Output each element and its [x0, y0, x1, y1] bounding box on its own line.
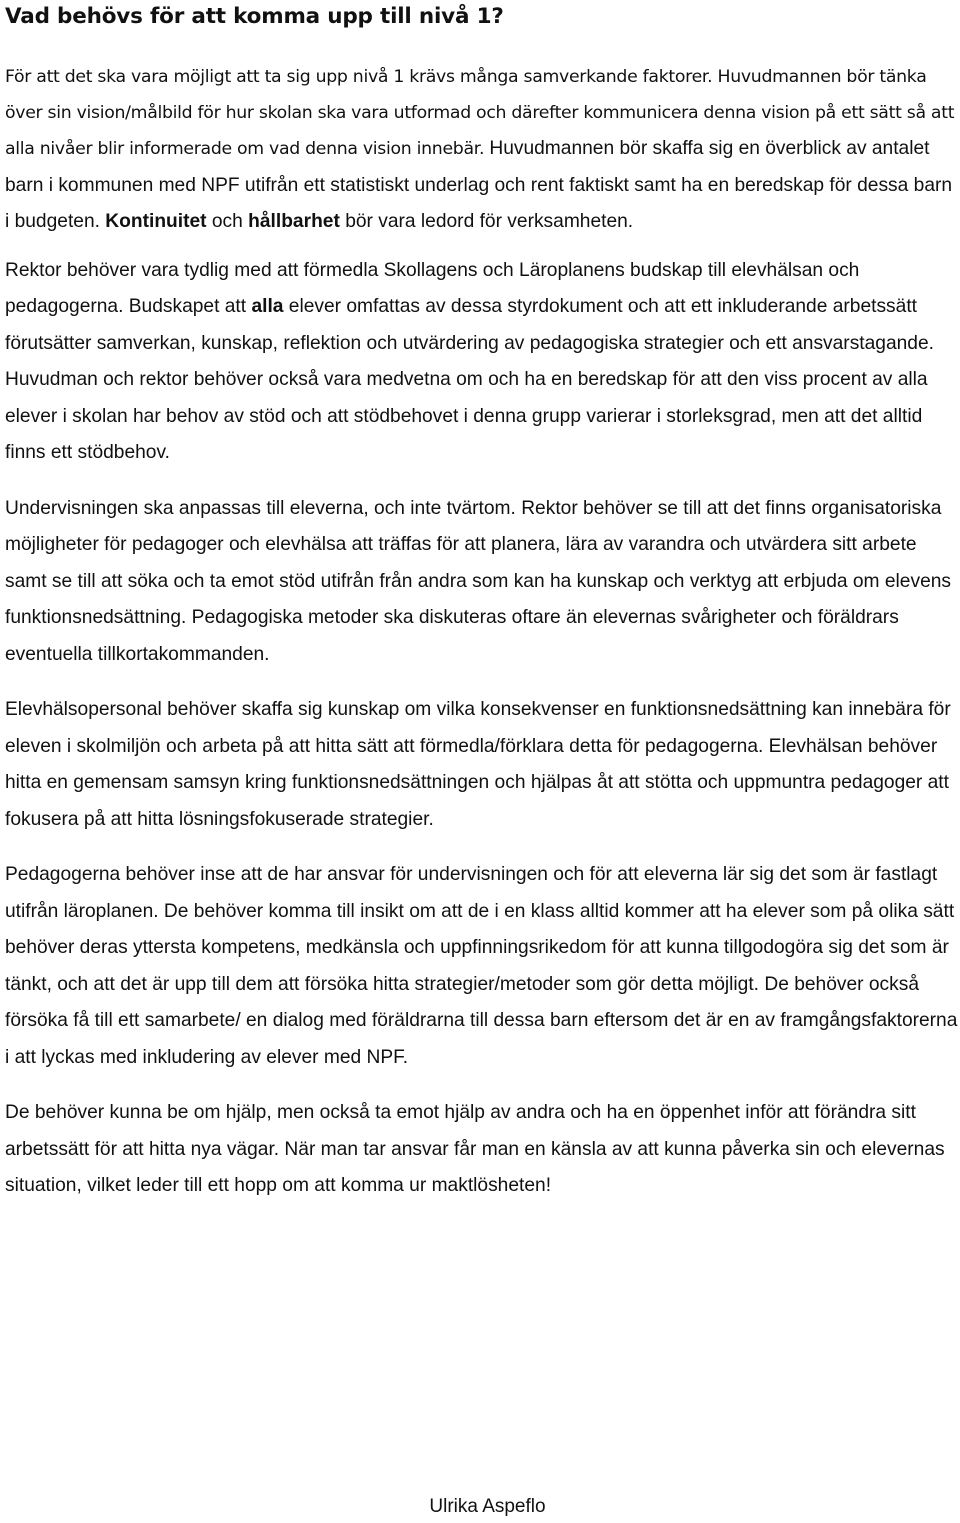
paragraph-3 — [5, 491, 960, 674]
paragraph-1 — [5, 60, 960, 241]
text-run: och — [206, 211, 249, 232]
text-run: De behöver kunna be om hjälp, men också ta emot hjälp av andra och ha en öppenhet inför att förändra sitt arbetssätt för att hitta nya vägar. När man tar ansvar får man en känsla av att kunna påverka sin och elevernas situation, vilket leder till ett hopp om att komma ur maktlösheten! — [5, 1102, 945, 1196]
paragraph-5 — [5, 857, 960, 1076]
text-run: Elevhälsopersonal behöver skaffa sig kunskap om vilka konsekvenser en funktionsnedsättning kan innebära för eleven i skolmiljön och arbeta på att hitta sätt att förmedla/förklara detta för pedagogerna. Elevhälsan behöver hitta en gemensam samsyn kring funktionsnedsättningen och hjälpas åt att stötta och uppmuntra pedagoger att fokusera på att hitta lösningsfokuserade strategier. — [5, 699, 951, 830]
document-page — [5, 0, 960, 1205]
text-run: bör vara ledord för verksamheten. — [339, 211, 634, 232]
text-run: Pedagogerna behöver inse att de har ansvar för undervisningen och för att eleverna lär sig det som är fastlagt utifrån läroplanen. De behöver komma till insikt om att de i en klass alltid kommer att ha elever som på olika sätt behöver deras yttersta kompetens, medkänsla och uppfinningsrikedom för att kunna tillgodogöra sig det som är tänkt, och att det är upp till dem att försöka hitta strategier/metoder som gör detta möjligt. De behöver också försöka få till ett samarbete/ en dialog med föräldrarna till dessa barn eftersom det är en av framgångsfaktorerna i att lyckas med inkludering av elever med NPF. — [5, 864, 958, 1068]
author-signature: Ulrika Aspeflo — [429, 1496, 546, 1517]
paragraph-6 — [5, 1095, 960, 1205]
bold-text-run: alla — [251, 296, 284, 317]
text-run: Huvudmannen bör skaffa sig en överblick av antalet barn i kommunen med NPF utifrån ett statistiskt underlag och rent faktiskt samt ha en beredskap för dessa barn i budgeten. — [5, 138, 953, 232]
text-run: Undervisningen ska anpassas till eleverna, och inte tvärtom. Rektor behöver se till att det finns organisatoriska möjligheter för pedagoger och elevhälsa att träffas för att planera, lära av varandra och utvärdera sitt arbete samt se till att söka och ta emot stöd utifrån från andra som kan ha kunskap och verktyg att erbjuda om elevens funktionsnedsättning. Pedagogiska metoder ska diskuteras oftare än elevernas svårigheter och föräldrars eventuella tillkortakommanden. — [5, 497, 952, 665]
document-title: Vad behövs för att komma upp till nivå 1? — [5, 4, 504, 29]
bold-text-run: hållbarhet — [248, 211, 340, 232]
paragraph-2 — [5, 253, 960, 472]
text-run: För att det ska vara möjligt att ta sig upp nivå 1 krävs många samverkande faktorer. Huvudmannen bör tänka över sin vision/målbild för hur skolan ska vara utformad och därefter kommunicera denna vision på ett sätt så att alla nivåer blir informerade om vad denna vision innebär. — [5, 67, 955, 159]
bold-text-run: Kontinuitet — [105, 211, 207, 232]
text-run: elever omfattas av dessa styrdokument och att ett inkluderande arbetssätt förutsätter samverkan, kunskap, reflektion och utvärdering av pedagogiska strategier och ett ansvarstagande. Huvudman och rektor behöver också vara medvetna om och ha en beredskap för att den viss procent av alla elever i skolan har behov av stöd och att stödbehovet i denna grupp varierar i storleksgrad, men att det alltid finns ett stödbehov. — [5, 296, 934, 463]
text-run: Rektor behöver vara tydlig med att förmedla Skollagens och Läroplanens budskap till elevhälsan och pedagogerna. Budskapet att — [5, 259, 860, 317]
paragraph-4 — [5, 692, 960, 838]
